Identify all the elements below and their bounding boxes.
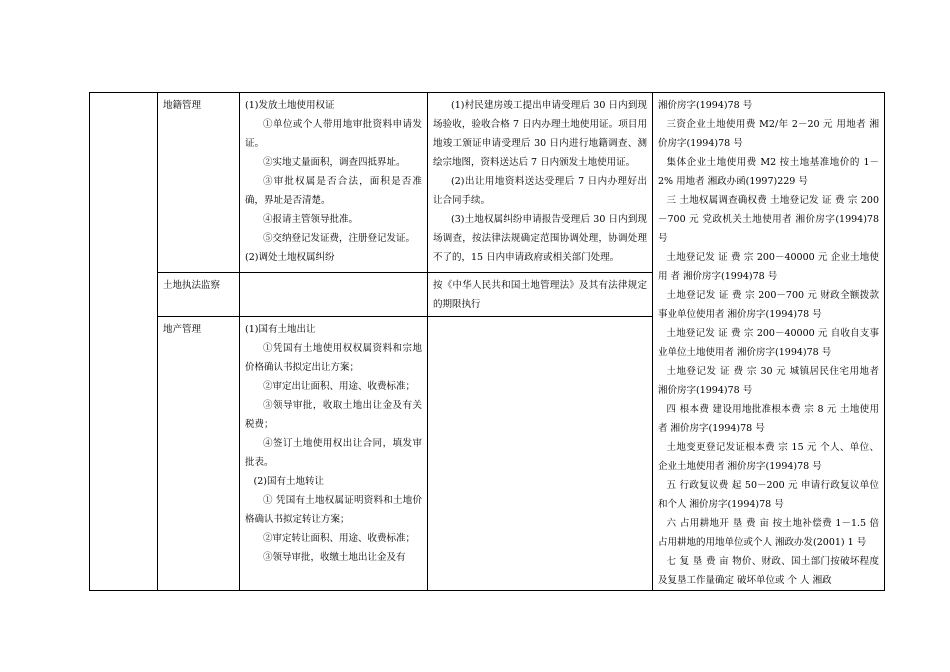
fee-line: 三资企业土地使用费 M2/年 2－20 元 用地者 湘价房字(1994)78 号 (658, 119, 879, 149)
category-cell (158, 93, 240, 273)
fee-line: 五 行政复议费 起 50－200 元 申请行政复议单位和个人 湘价房字(1994)78 号 (658, 480, 879, 510)
fee-line: 四 根本费 建设用地批准根本费 宗 8 元 土地使用者 湘价房字(1994)78 号 (658, 404, 879, 434)
time-limit-line: 按《中华人民共和国土地管理法》及其有法律规定的期限执行 (433, 280, 647, 311)
category-label: 地产管理 (163, 323, 202, 335)
procedure-line: (1)发放土地使用权证 (245, 100, 335, 111)
procedure-cell (240, 316, 428, 590)
fee-line: 土地变更登记发证根本费 宗 15 元 个人、单位、企业土地使用者 湘价房字(1994)78 号 (658, 442, 879, 472)
procedure-cell (240, 273, 428, 316)
blank-column-cell (90, 93, 158, 591)
procedure-line: ②审定出让面积、用途、收费标准； (263, 380, 416, 392)
time-limit-line: (3)土地权属纠纷申请报告受理后 30 日内到现场调查，按法律法规确定范围协调处理，协调处理不了的，15 日内申请政府或相关部门处理。 (433, 214, 647, 263)
procedure-line: (1)国有土地出让 (245, 323, 316, 335)
procedure-line: ① 凭国有土地权属证明资料和土地价格确认书拟定转让方案； (245, 494, 422, 525)
procedure-line: ③领导审批，收取土地出让金及有关税费； (245, 399, 422, 430)
procedure-line: ①单位或个人带用地审批资料申请发证。 (245, 119, 422, 149)
fee-line: 湘价房字(1994)78 号 (658, 100, 753, 111)
procedure-line: (2)国有土地转让 (253, 475, 325, 487)
fee-line: 三 土地权属调查确权费 土地登记发 证 费 宗 200－700 元 党政机关土地使用者 湘价房字(1994)78 号 (658, 195, 879, 244)
fee-line: 土地登记发 证 费 宗 200－40000 元 企业土地使 用 者 湘价房字(1994)78 号 (658, 252, 879, 282)
time-limit-line: (2)出让用地资料送达受理后 7 日内办理好出让合同手续。 (433, 176, 647, 206)
table-row (90, 93, 885, 273)
fee-line: 土地登记发 证 费 宗 30 元 城镇居民住宅用地者 湘价房字(1994)78 号 (658, 366, 879, 396)
time-limit-cell (428, 273, 653, 316)
fee-line: 土地登记发 证 费 宗 200－700 元 财政全额拨款事业单位使用者 湘价房字(1994)78 号 (658, 290, 879, 320)
procedure-line: ①凭国有土地使用权权属资料和宗地价格确认书拟定出让方案； (245, 342, 422, 373)
category-label: 地籍管理 (163, 100, 202, 111)
procedure-line: ④签订土地使用权出让合同，填发审批表。 (245, 437, 422, 468)
procedure-cell (240, 93, 428, 273)
fee-line: 集体企业土地使用费 M2 按土地基准地价的 1－2% 用地者 湘政办函(1997)229 号 (658, 157, 879, 187)
document-table (89, 92, 885, 591)
procedure-line: (2)调处土地权属纠纷 (245, 252, 335, 263)
procedure-line: ⑤交纳登记发证费，注册登记发证。 (263, 233, 416, 244)
fee-line: 土地登记发 证 费 宗 200－40000 元 自收自支事业单位土地使用者 湘价房字(1994)78 号 (658, 328, 879, 358)
time-limit-line: (1)村民建房竣工提出申请受理后 30 日内到现场验收，验收合格 7 日内办理土地使用证。项目用地竣工颁证申请受理后 30 日内进行地籍调查、测绘宗地图，资料送达后 7 日内颁发土地使用证。 (433, 100, 647, 168)
procedure-line: ②实地丈量面积，调查四抵界址。 (263, 157, 406, 168)
time-limit-cell (428, 316, 653, 590)
time-limit-cell (428, 93, 653, 273)
fee-cell (653, 93, 885, 591)
fee-line: 七 复 垦 费 亩 物价、财政、国土部门按破坏程度及复垦工作量确定 破坏单位或 个 人 湘政 (658, 556, 879, 586)
procedure-line: ④报请主管领导批准。 (263, 214, 359, 225)
category-cell (158, 316, 240, 590)
category-cell (158, 273, 240, 316)
procedure-line: ③审批权属是否合法，面积是否准确，界址是否清楚。 (245, 176, 422, 206)
procedure-line: ③领导审批，收缴土地出让金及有 (263, 551, 406, 563)
category-label: 土地执法监察 (163, 280, 221, 292)
procedure-line: ②审定转让面积、用途、收费标准； (263, 532, 416, 544)
fee-line: 六 占用耕地开 垦 费 亩 按土地补偿费 1－1.5 倍 占用耕地的用地单位或个人 湘政办发(2001) 1 号 (658, 518, 879, 548)
